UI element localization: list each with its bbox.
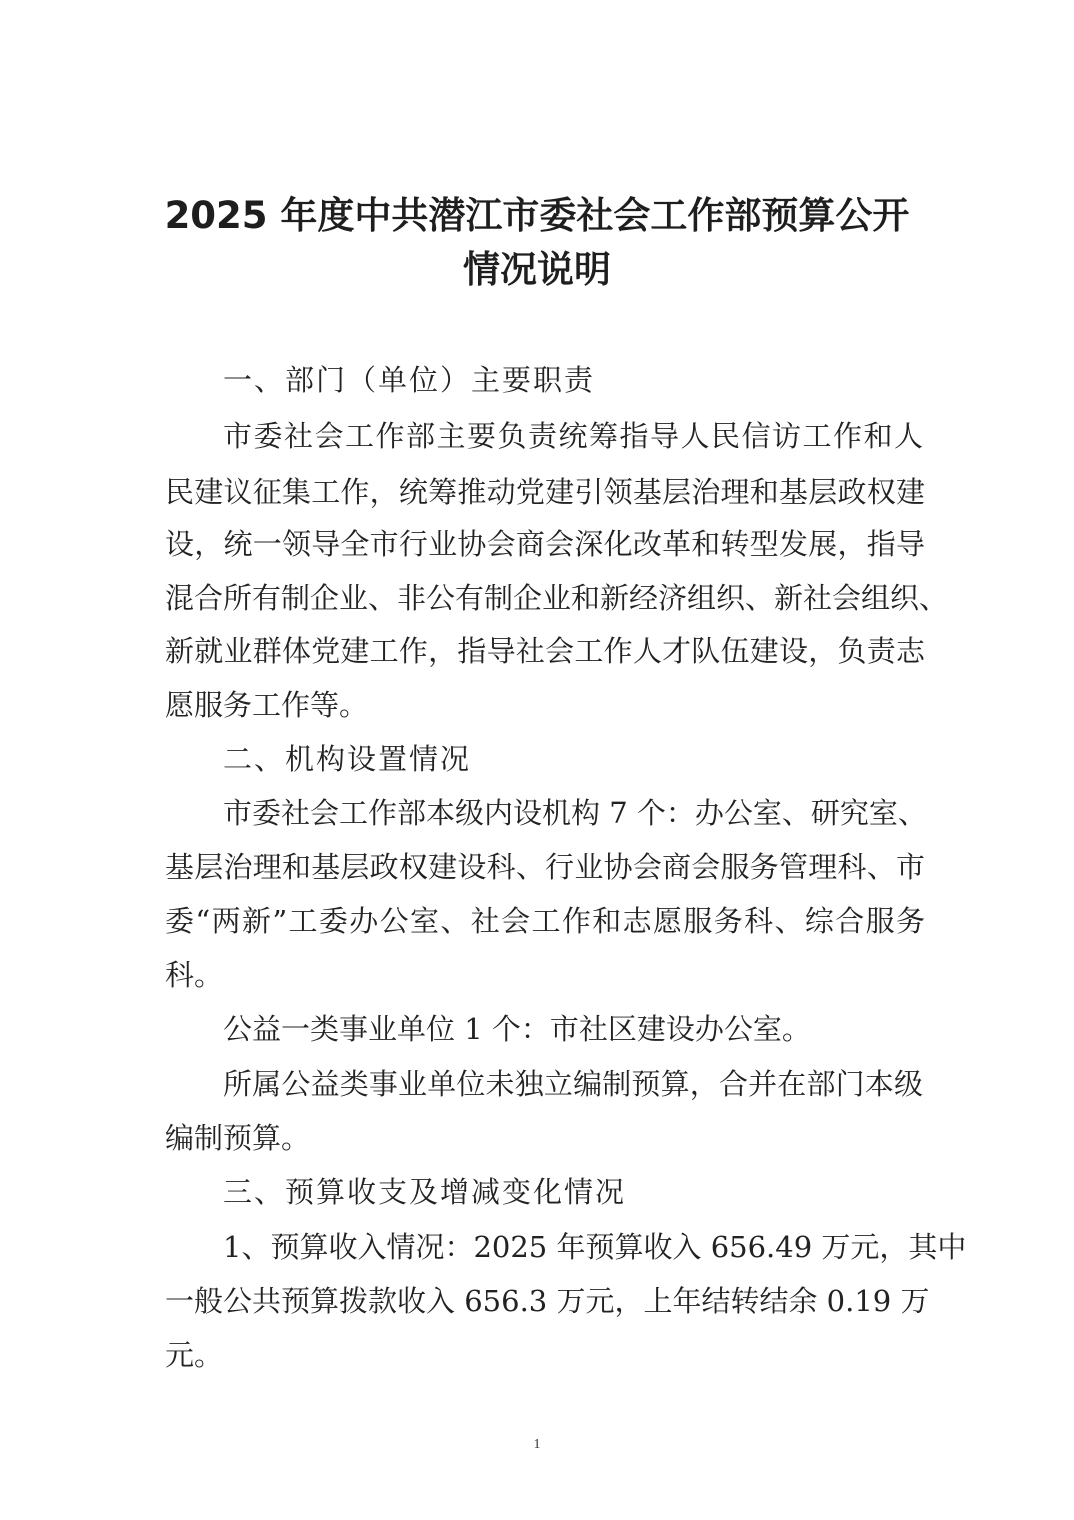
paragraph-line: 混合所有制企业、非公有制企业和新经济组织、新社会组织、 bbox=[165, 581, 949, 615]
section-heading-responsibilities: 一、部门（单位）主要职责 bbox=[223, 363, 596, 397]
paragraph-line: 民建议征集工作，统筹推动党建引领基层治理和基层政权建 bbox=[165, 475, 925, 509]
paragraph-line: 市委社会工作部主要负责统筹指导人民信访工作和人 bbox=[223, 419, 923, 453]
section-heading-organization: 二、机构设置情况 bbox=[223, 742, 472, 776]
paragraph-line: 委“两新”工委办公室、社会工作和志愿服务科、综合服务 bbox=[165, 904, 925, 938]
document-title-line-1: 2025 年度中共潜江市委社会工作部预算公开 bbox=[164, 194, 910, 237]
paragraph-line: 编制预算。 bbox=[165, 1121, 311, 1155]
paragraph-line: 设，统一领导全市行业协会商会深化改革和转型发展，指导 bbox=[165, 527, 925, 561]
paragraph-line: 科。 bbox=[165, 958, 224, 992]
paragraph-line: 基层治理和基层政权建设科、行业协会商会服务管理科、市 bbox=[165, 850, 925, 884]
paragraph-line: 公益一类事业单位 1 个：市社区建设办公室。 bbox=[223, 1012, 811, 1046]
paragraph-line: 市委社会工作部本级内设机构 7 个：办公室、研究室、 bbox=[223, 796, 927, 830]
section-heading-budget: 三、预算收支及增减变化情况 bbox=[223, 1175, 627, 1209]
paragraph-line: 1、预算收入情况：2025 年预算收入 656.49 万元，其中 bbox=[223, 1230, 967, 1264]
paragraph-line: 愿服务工作等。 bbox=[165, 688, 369, 722]
paragraph-line: 元。 bbox=[165, 1338, 224, 1372]
paragraph-line: 所属公益类事业单位未独立编制预算，合并在部门本级 bbox=[223, 1067, 923, 1101]
paragraph-line: 新就业群体党建工作，指导社会工作人才队伍建设，负责志 bbox=[165, 634, 925, 668]
page-number: 1 bbox=[533, 1437, 541, 1452]
document-title-line-2: 情况说明 bbox=[463, 248, 611, 291]
paragraph-line: 一般公共预算拨款收入 656.3 万元，上年结转结余 0.19 万 bbox=[165, 1284, 930, 1318]
